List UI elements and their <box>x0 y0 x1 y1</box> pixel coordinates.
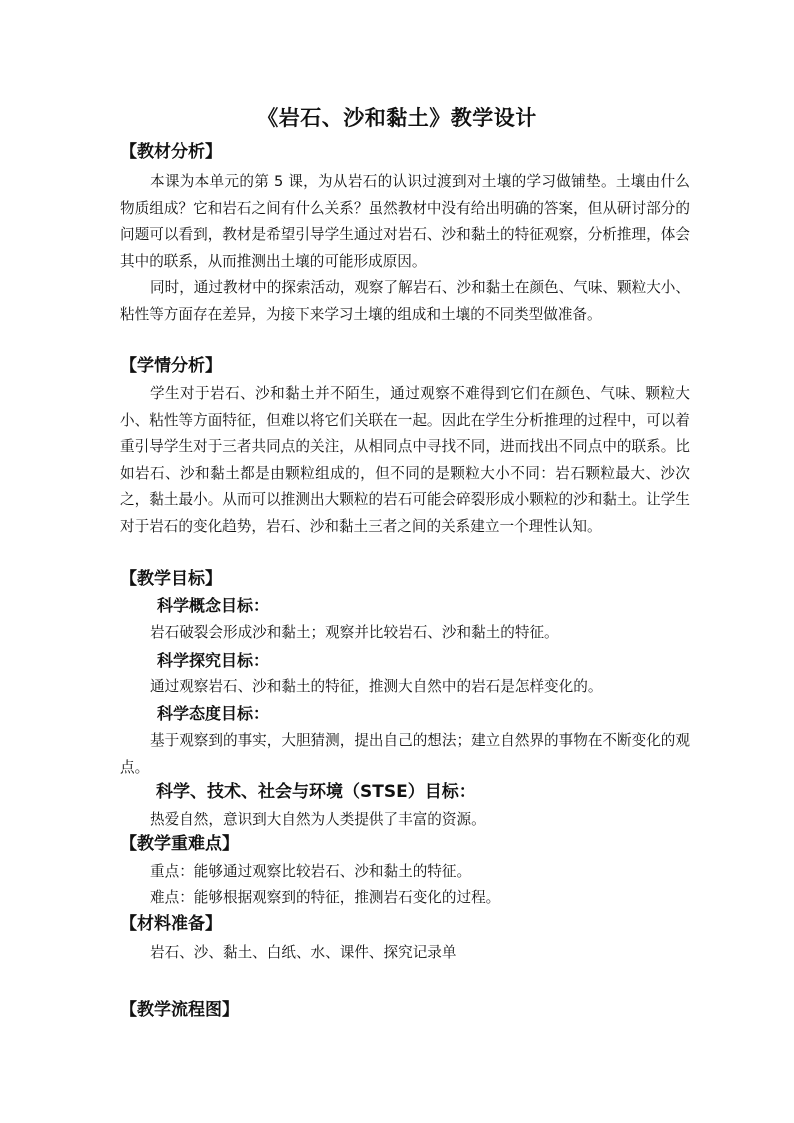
heading-student-analysis: 【学情分析】 <box>120 356 222 376</box>
textbook-paragraph-1: 本课为本单元的第 5 课，为从岩石的认识过渡到对土壤的学习做铺垫。土壤由什么物质组成？它和岩石之间有什么关系？虽然教材中没有给出明确的答案，但从研讨部分的问题可以看到，教材是希望引导学生通过对岩石、沙和黏土的特征观察，分析推理，体会其中的联系，从而推测出土壤的可能形成原因。 <box>120 173 690 270</box>
goal-stse-label: 科学、技术、社会与环境（STSE）目标： <box>156 782 476 802</box>
heading-flowchart: 【教学流程图】 <box>120 1000 239 1020</box>
goal-attitude-text: 基于观察到的事实，大胆猜测，提出自己的想法；建立自然界的事物在不断变化的观点。 <box>120 732 690 776</box>
document-title: 《岩石、沙和黏土》教学设计 <box>257 106 537 130</box>
goal-attitude-label: 科学态度目标： <box>157 704 270 723</box>
heading-materials: 【材料准备】 <box>120 914 222 934</box>
goal-inquiry-text: 通过观察岩石、沙和黏土的特征，推测大自然中的岩石是怎样变化的。 <box>150 678 603 695</box>
heading-textbook-analysis: 【教材分析】 <box>120 142 222 162</box>
materials-text: 岩石、沙、黏土、白纸、水、课件、探究记录单 <box>150 944 457 961</box>
textbook-paragraph-2: 同时，通过教材中的探索活动，观察了解岩石、沙和黏土在颜色、气味、颗粒大小、粘性等方面存在差异，为接下来学习土壤的组成和土壤的不同类型做准备。 <box>120 279 690 323</box>
goal-stse-text: 热爱自然，意识到大自然为人类提供了丰富的资源。 <box>150 811 486 828</box>
key-point-text: 重点：能够通过观察比较岩石、沙和黏土的特征。 <box>150 863 472 880</box>
goal-inquiry-label: 科学探究目标： <box>157 651 270 670</box>
difficult-point-text: 难点：能够根据观察到的特征，推测岩石变化的过程。 <box>150 889 501 906</box>
heading-teaching-goals: 【教学目标】 <box>120 569 222 589</box>
goal-concept-text: 岩石破裂会形成沙和黏土；观察并比较岩石、沙和黏土的特征。 <box>150 624 559 641</box>
goal-concept-label: 科学概念目标： <box>157 596 270 615</box>
student-paragraph: 学生对于岩石、沙和黏土并不陌生，通过观察不难得到它们在颜色、气味、颗粒大小、粘性等方面特征，但难以将它们关联在一起。因此在学生分析推理的过程中，可以着重引导学生对于三者共同点的关注，从相同点中寻找不同，进而找出不同点中的联系。比如岩石、沙和黏土都是由颗粒组成的，但不同的是颗粒大小不同：岩石颗粒最大、沙次之，黏土最小。从而可以推测出大颗粒的岩石可能会碎裂形成小颗粒的沙和黏土。让学生对于岩石的变化趋势，岩石、沙和黏土三者之间的关系建立一个理性认知。 <box>120 385 690 535</box>
heading-key-points: 【教学重难点】 <box>120 834 239 854</box>
